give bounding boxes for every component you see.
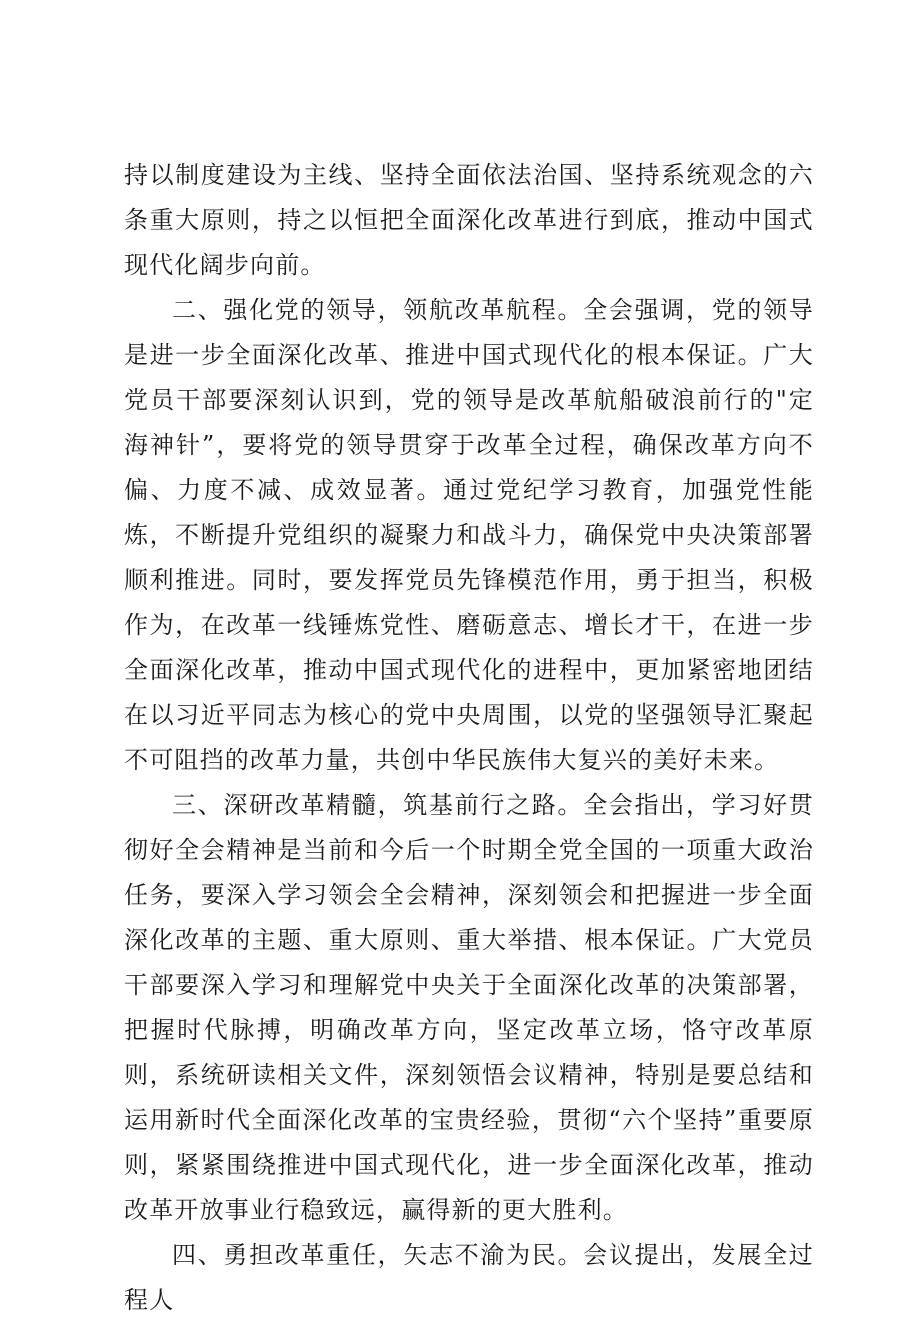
paragraph-section-two: 二、强化党的领导，领航改革航程。全会强调，党的领导是进一步全面深化改革、推进中国式现代化的根本保证。广大党员干部要深刻认识到，党的领导是改革航船破浪前行的"定海神针”，要将党的领导贯穿于改革全过程，确保改革方向不偏、力度不减、成效显著。通过党纪学习教育，加强党性能炼，不断提升党组织的凝聚力和战斗力，确保党中央决策部署顺利推进。同时，要发挥党员先锋模范作用，勇于担当，积极作为，在改革一线锤炼党性、磨砺意志、增长才干，在进一步全面深化改革，推动中国式现代化的进程中，更加紧密地团结在以习近平同志为核心的党中央周围，以党的坚强领导汇聚起不可阻挡的改革力量，共创中华民族伟大复兴的美好未来。	[124, 296, 814, 774]
paragraph-continuation: 持以制度建设为主线、坚持全面依法治国、坚持系统观念的六条重大原则，持之以恒把全面深化改革进行到底，推动中国式现代化阔步向前。	[124, 161, 814, 279]
paragraph-section-four: 四、勇担改革重任，矢志不渝为民。会议提出，发展全过程人	[124, 1241, 814, 1314]
document-body	[124, 153, 814, 1323]
paragraph-section-three: 三、深研改革精髓，筑基前行之路。全会指出，学习好贯彻好全会精神是当前和今后一个时期全党全国的一项重大政治任务，要深入学习领会全会精神，深刻领会和把握进一步全面深化改革的主题、重大原则、重大举措、根本保证。广大党员干部要深入学习和理解党中央关于全面深化改革的决策部署，把握时代脉搏，明确改革方向，坚定改革立场，恪守改革原则，系统研读相关文件，深刻领悟会议精神，特别是要总结和运用新时代全面深化改革的宝贵经验，贯彻“六个坚持”重要原则，紧紧围绕推进中国式现代化，进一步全面深化改革，推动改革开放事业行稳致远，赢得新的更大胜利。	[124, 791, 814, 1224]
